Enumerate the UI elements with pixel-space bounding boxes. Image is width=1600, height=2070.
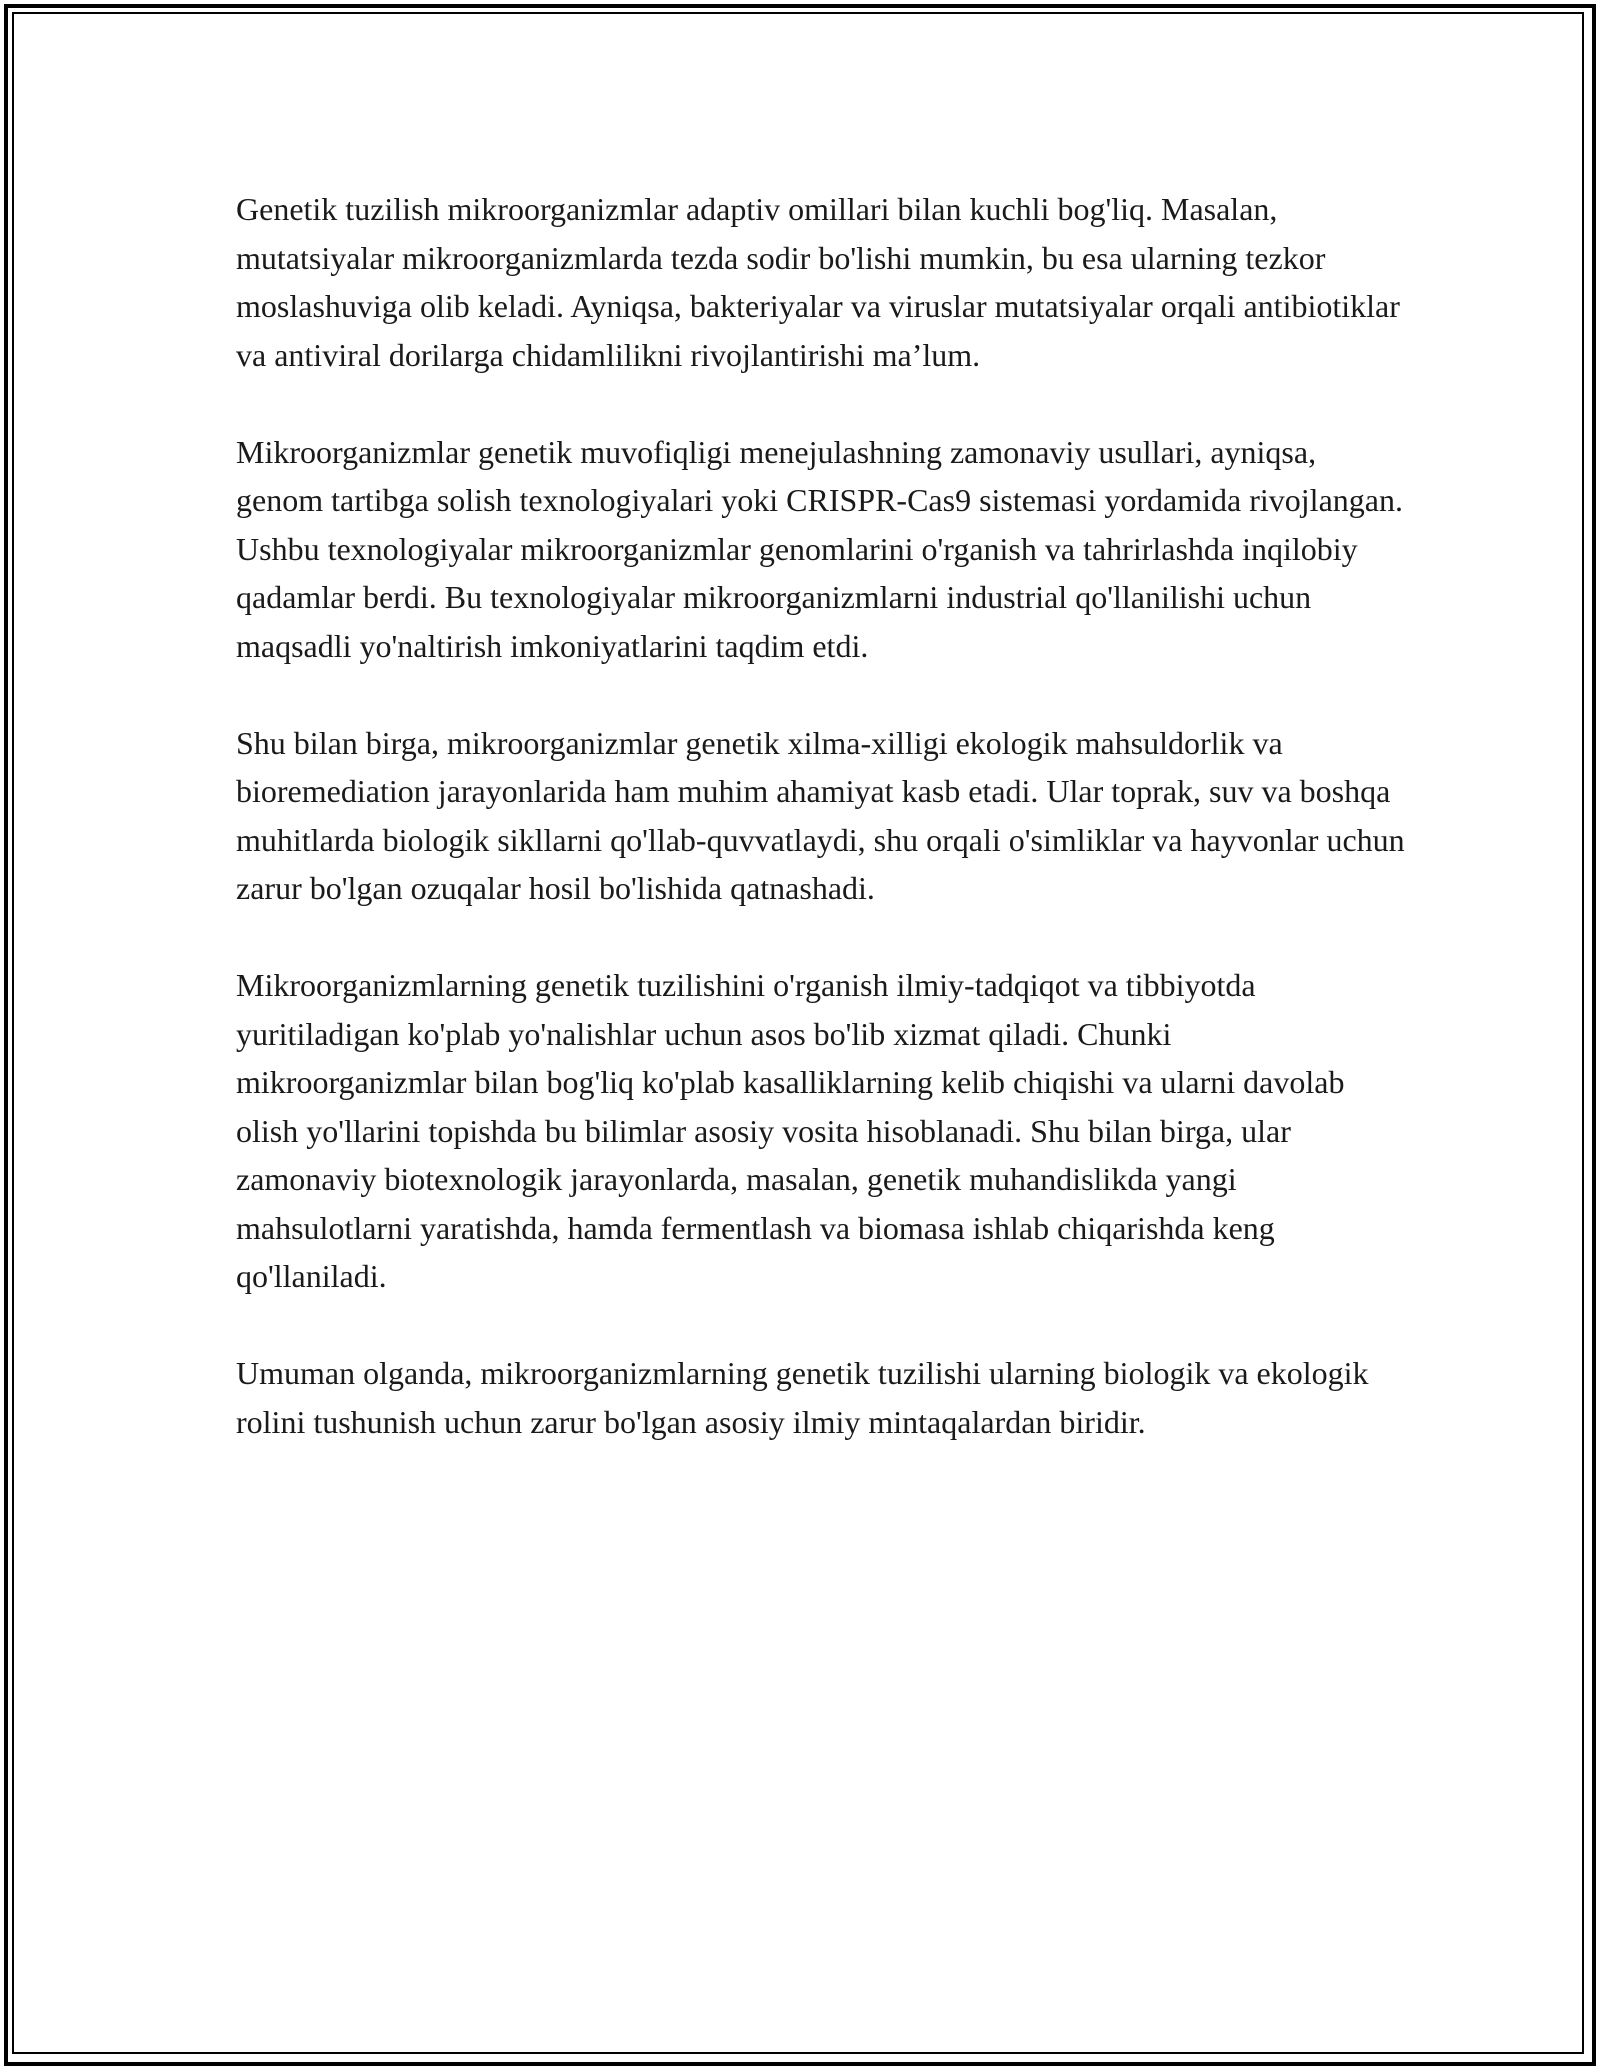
paragraph-4: Mikroorganizmlarning genetik tuzilishini o'rganish ilmiy-tadqiqot va tibbiyotda yuritiladigan ko'plab yo'nalishlar uchun asos bo'lib xizmat qiladi. Chunki mikroorganizmlar bilan bog'liq ko'plab kasalliklarning kelib chiqishi va ularni davolab olish yo'llarini topishda bu bilimlar asosiy vosita hisoblanadi. Shu bilan birga, ular zamonaviy biotexnologik jarayonlarda, masalan, genetik muhandislikda yangi mahsulotlarni yaratishda, hamda fermentlash va biomasa ishlab chiqarishda keng qo'llaniladi. (236, 967, 1345, 1294)
paragraph-3: Shu bilan birga, mikroorganizmlar genetik xilma-xilligi ekologik mahsuldorlik va bioremediation jarayonlarida ham muhim ahamiyat kasb etadi. Ular toprak, suv va boshqa muhitlarda biologik sikllarni qo'llab-quvvatlaydi, shu orqali o'simliklar va hayvonlar uchun zarur bo'lgan ozuqalar hosil bo'lishida qatnashadi. (236, 724, 1405, 906)
paragraph-1: Genetik tuzilish mikroorganizmlar adaptiv omillari bilan kuchli bog'liq. Masalan, mutatsiyalar mikroorganizmlarda tezda sodir bo'lishi mumkin, bu esa ularning tezkor moslashuviga olib keladi. Ayniqsa, bakteriyalar va viruslar mutatsiyalar orqali antibiotiklar va antiviral dorilarga chidamlilikni rivojlantirishi ma’lum. (236, 191, 1400, 373)
document-body (236, 185, 1406, 1495)
paragraph-2: Mikroorganizmlar genetik muvofiqligi menejulashning zamonaviy usullari, ayniqsa, genom tartibga solish texnologiyalari yoki CRISPR-Cas9 sistemasi yordamida rivojlangan. Ushbu texnologiyalar mikroorganizmlar genomlarini o'rganish va tahrirlashda inqilobiy qadamlar berdi. Bu texnologiyalar mikroorganizmlarni industrial qo'llanilishi uchun maqsadli yo'naltirish imkoniyatlarini taqdim etdi. (236, 433, 1403, 664)
paragraph-5: Umuman olganda, mikroorganizmlarning genetik tuzilishi ularning biologik va ekologik rolini tushunish uchun zarur bo'lgan asosiy ilmiy mintaqalardan biridir. (236, 1355, 1369, 1440)
